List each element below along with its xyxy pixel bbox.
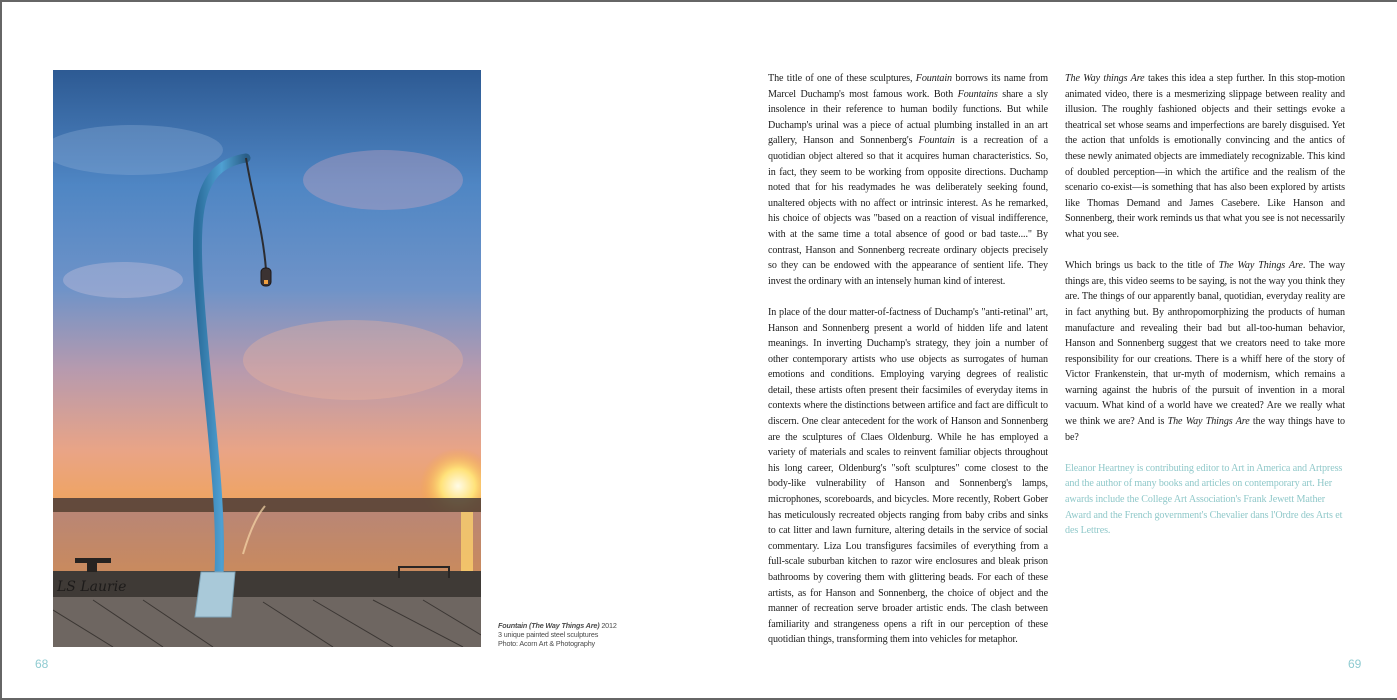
caption-medium: 3 unique painted steel sculptures bbox=[498, 630, 599, 640]
sculpture-photo bbox=[53, 70, 481, 647]
text-run: Which brings us back to the title of bbox=[1065, 260, 1219, 272]
cloud bbox=[63, 262, 183, 298]
paragraph bbox=[1065, 258, 1345, 445]
text-column-left bbox=[768, 71, 1048, 664]
lamp-cord bbox=[246, 158, 266, 270]
text-run: The title of one of these sculptures, bbox=[768, 73, 916, 84]
italic-title: Fountains bbox=[957, 88, 998, 100]
italic-title: Fountain bbox=[915, 73, 953, 84]
sun-reflection bbox=[461, 512, 473, 572]
text-run: takes this idea a step further. In this stop-motion animated video, there is a mesmerizing slippage between reality and illusion. The roughly fashioned objects and their settings evoke a theatrical set whose seams and imperfections are barely disguised. Yet the action that unfolds is emotionally convincing and the antics of these newly animated objects are immediately recognizable. This kind of doubled perception—in which the artifice and the realism of the scenario co-exist—is something that has also been explored by artists like Thomas Demand and James Casebere. Like Hanson and Sonnenberg, their work reminds us that what you see is not necessarily what you see. bbox=[1065, 73, 1345, 240]
text-run: share a sly insolence in their reference to human bodily functions. But while Duchamp's urinal was a piece of actual plumbing installed in an art gallery, Hanson and Sonnenberg's bbox=[768, 88, 1048, 147]
photo-illustration bbox=[53, 70, 481, 647]
text-run: borrows its name from Marcel Duchamp's most famous work. Both bbox=[768, 73, 1048, 100]
page-number-right: 69 bbox=[1348, 657, 1362, 671]
lamppost-base bbox=[195, 572, 235, 617]
paragraph: In place of the dour matter-of-factness of Duchamp's "anti-retinal" art, Hanson and Sonnenberg present a world of hidden life and latent meanings. In inverting Duchamp's strategy, they join a number of other contemporary artists who use objects as surrogates of human emotions and conditions. Employing varying degrees of realistic detail, these artists often present their facsimiles of everyday items in contexts where the distinctions between artifice and fact are difficult to discern. One clear antecedent for the work of Hanson and Sonnenberg are the sculptures of Claes Oldenburg. While he has employed a variety of materials and scales to reinvent familiar objects throughout his long career, Oldenburg's "soft sculptures" come closest to the body-like vulnerability of Hanson and Sonnenberg's lamps, microphones, scoreboards, and bicycles. More recently, Robert Gober has meticulously recreated objects ranging from baby cribs and sinks to cat litter and lawn furniture, altering details in the service of social commentary. Liza Lou transfigures facsimiles of everything from a full-scale suburban kitchen to razor wire enclosures and bleak prison bathrooms by covering them with glittering beads. For each of these artists, as for Hanson and Sonnenberg, the choice of object and the manner of recreation serve broader artistic ends. The clash between familiarity and strangeness opens a rift in our perception of these quotidian things, transforming them into vehicles for metaphor. bbox=[768, 306, 1048, 646]
paragraph bbox=[768, 71, 1048, 289]
caption-title: Fountain (The Way Things Are) bbox=[498, 621, 600, 630]
italic-title: Fountain bbox=[918, 135, 955, 147]
caption-credit: Photo: Acorn Art & Photography bbox=[498, 639, 595, 649]
text-run: is a recreation of a quotidian object altered so that it acquires human characteristics. So, in fact, they seem to be working from opposite directions. Duchamp noted that for his readymades he was deliberately seeking found, unaltered objects with no affect or intrinsic interest. As he remarked, his choice of objects was "based on a reaction of visual indifference, with at the same time a total absence of good or bad taste...." By contrast, Hanson and Sonnenberg recreate ordinary objects precisely so they can be endowed with the appearance of sentient life. They invest the ordinary with an intensely human kind of interest. bbox=[768, 135, 1048, 287]
mooring-cleat-base bbox=[87, 562, 97, 572]
text-run: the way things have to be? bbox=[1065, 416, 1345, 443]
italic-title: The Way Things Are bbox=[1167, 416, 1250, 428]
cloud bbox=[53, 125, 223, 175]
paragraph bbox=[1065, 71, 1345, 243]
author-bio: Eleanor Heartney is contributing editor to Art in America and Artpress and the author of many books and articles on contemporary art. Her awards include the College Art Association's Frank Jewett Mather Award and the French government's Chevalier dans l'Ordre des Arts et des Lettres. bbox=[1065, 462, 1343, 537]
cloud bbox=[243, 320, 463, 400]
text-run: . The way things are, this video seems to be saying, is not the way you think they are. The things of our apparently banal, quotidian, everyday reality are in fact anything but. By anthropomorphizing the products of human manufacture and revealing their bad but all-too-human behavior, Hanson and Sonnenberg suggest that we creators need to take more responsibility for our creations. There is a whiff here of the story of Victor Frankenstein, that ur-myth of modernism, which remains a warning against the hubris of the pursuit of invention in a moral vacuum. What kind of a world have we created? Are we really what we think we are? And is bbox=[1065, 260, 1345, 428]
graffiti-text: LS Laurie bbox=[57, 579, 127, 595]
italic-title: The Way things Are bbox=[1065, 73, 1145, 84]
far-shore bbox=[53, 498, 481, 512]
lamp-glow bbox=[264, 280, 268, 284]
water bbox=[53, 512, 481, 572]
page-number-left: 68 bbox=[35, 657, 49, 671]
text-column-right bbox=[1065, 71, 1345, 554]
caption-year: 2012 bbox=[601, 621, 617, 630]
caption-title-line bbox=[498, 621, 698, 630]
italic-title: The Way Things Are bbox=[1218, 260, 1303, 272]
cloud bbox=[303, 150, 463, 210]
photo-caption bbox=[498, 621, 698, 649]
